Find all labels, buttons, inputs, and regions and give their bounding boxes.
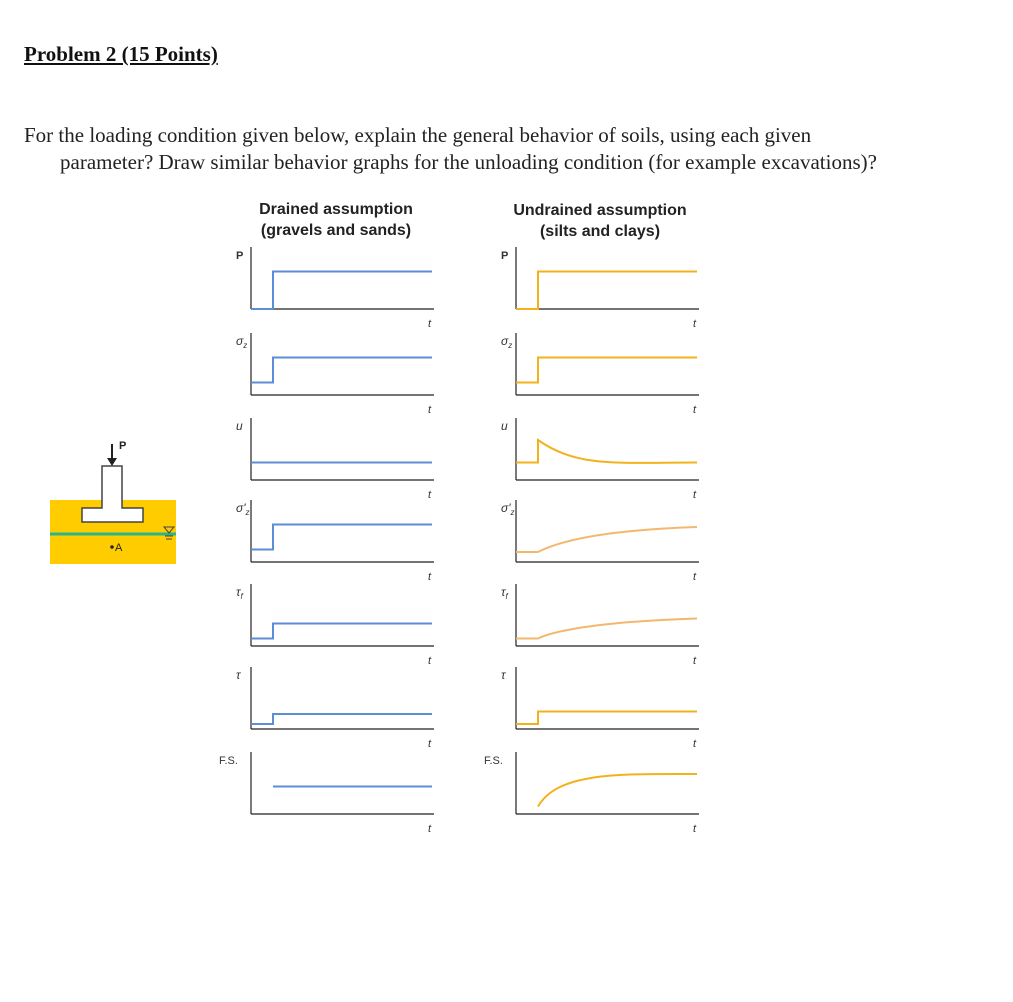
undrained-chart-0-y-label: P	[501, 250, 509, 262]
undrained-chart-6-t-label: t	[693, 823, 697, 835]
drained-chart-3-y-label: $\sigma'_z$	[236, 501, 250, 517]
drained-chart-2-t-label: t	[428, 489, 432, 501]
drained-chart-6-t-label: t	[428, 823, 432, 835]
drained-chart-3-curve	[251, 525, 432, 550]
question-line-1: For the loading condition given below, explain the general behavior of soils, using each given	[24, 123, 812, 147]
drained-chart-4-y-label: $\tau_f$	[236, 585, 243, 601]
drained-chart-0-y-label: P	[236, 250, 244, 262]
drained-chart-4-t-label: t	[428, 655, 432, 667]
undrained-chart-2-curve	[516, 440, 697, 463]
undrained-chart-1-t-label: t	[693, 404, 697, 416]
drained-chart-6-y-label: F.S.	[219, 755, 238, 767]
undrained-chart-6-y-label: F.S.	[484, 755, 503, 767]
undrained-chart-0-curve	[516, 272, 697, 310]
undrained-title: Undrained assumption	[513, 202, 687, 219]
point-a-label: A	[115, 542, 123, 554]
question-line-2: parameter? Draw similar behavior graphs for the unloading condition (for example excavations)?	[60, 150, 877, 174]
drained-chart-2-y-label: u	[236, 419, 243, 433]
drained-chart-3-t-label: t	[428, 571, 432, 583]
drained-chart-1-t-label: t	[428, 404, 432, 416]
undrained-chart-5-curve	[516, 712, 697, 725]
undrained-chart-5-y-label: τ	[501, 668, 506, 682]
undrained-chart-2-y-label: u	[501, 419, 508, 433]
undrained-chart-3-curve	[516, 527, 697, 552]
problem-title: Problem 2 (15 Points)	[24, 42, 218, 66]
undrained-chart-2-t-label: t	[693, 489, 697, 501]
undrained-chart-4-t-label: t	[693, 655, 697, 667]
drained-chart-5-curve	[251, 714, 432, 724]
drained-chart-0-curve	[251, 272, 432, 310]
undrained-chart-1-y-label: $\sigma_z$	[501, 334, 513, 350]
load-label: P	[119, 440, 127, 452]
undrained-chart-5-t-label: t	[693, 738, 697, 750]
undrained-chart-3-y-label: $\sigma'_z$	[501, 501, 515, 517]
drained-chart-4-curve	[251, 624, 432, 639]
undrained-chart-4-curve	[516, 619, 697, 639]
undrained-subtitle: (silts and clays)	[539, 223, 661, 240]
undrained-chart-3-t-label: t	[693, 571, 697, 583]
undrained-chart-1-curve	[516, 358, 697, 383]
drained-subtitle: (gravels and sands)	[260, 222, 412, 239]
drained-chart-5-t-label: t	[428, 738, 432, 750]
drained-chart-5-y-label: τ	[236, 668, 241, 682]
drained-chart-1-curve	[251, 358, 432, 383]
drained-chart-0-t-label: t	[428, 318, 432, 330]
drained-title: Drained assumption	[259, 201, 413, 218]
undrained-chart-0-t-label: t	[693, 318, 697, 330]
undrained-chart-6-curve	[538, 774, 697, 807]
undrained-chart-4-y-label: $\tau_f$	[501, 585, 508, 601]
drained-chart-1-y-label: $\sigma_z$	[236, 334, 248, 350]
